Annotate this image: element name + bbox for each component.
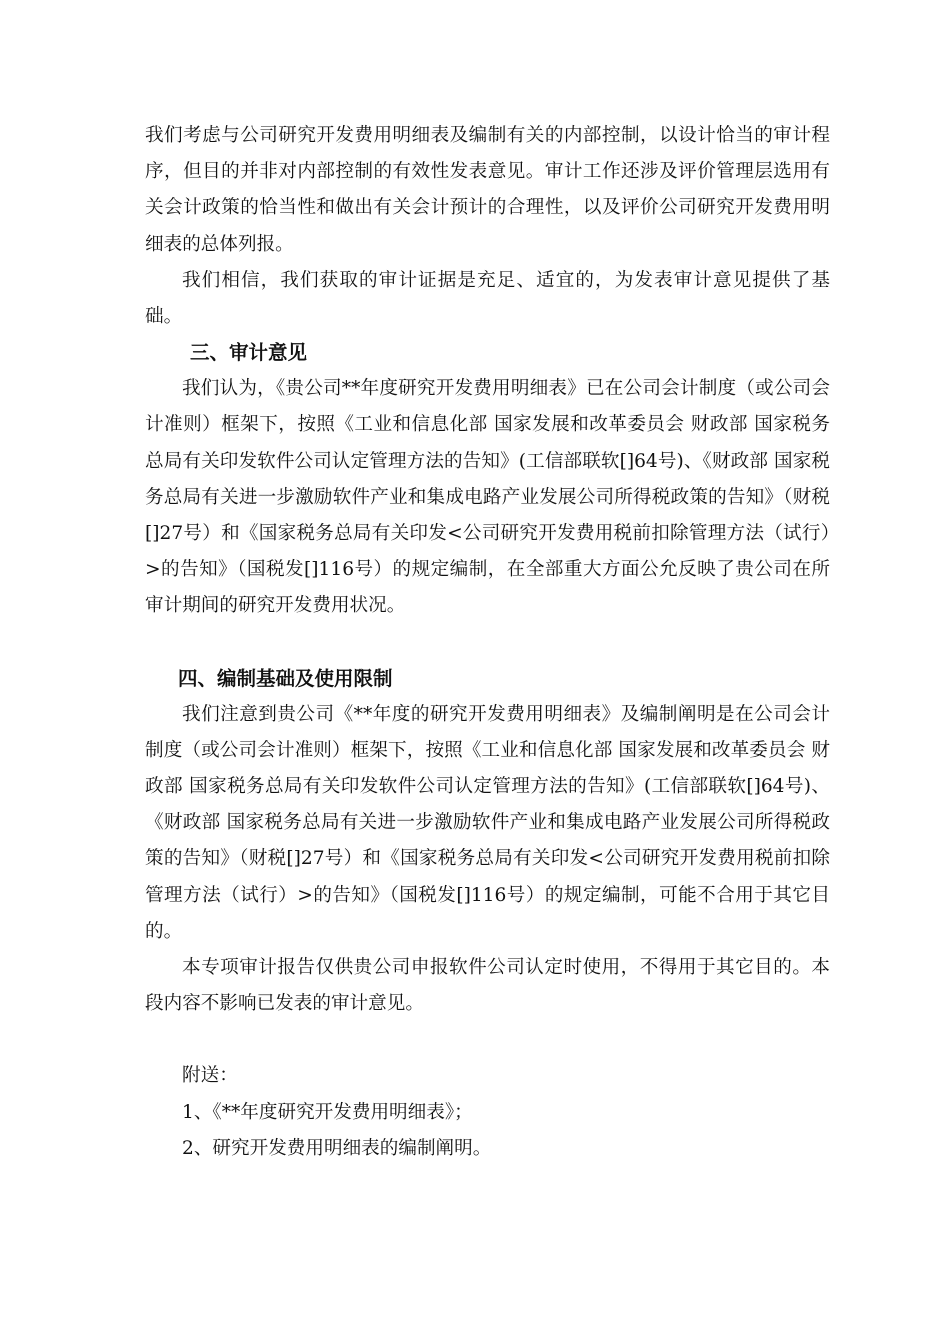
paragraph-internal-control: 我们考虑与公司研究开发费用明细表及编制有关的内部控制，以设计恰当的审计程序，但目的并非对内部控制的有效性发表意见。审计工作还涉及评价管理层选用有关会计政策的恰当性和做出有关会计预计的合理性，以及评价公司研究开发费用明细表的总体列报。 [145, 125, 830, 255]
attachment-item: 1、《**年度研究开发费用明细表》； [182, 1101, 473, 1123]
document-page [145, 118, 830, 1167]
attachments-label: 附送： [182, 1065, 238, 1087]
spacer [145, 1022, 830, 1058]
paragraph-basis-of-preparation: 我们注意到贵公司《**年度的研究开发费用明细表》及编制阐明是在公司会计制度（或公司会计准则）框架下，按照《工业和信息化部 国家发展和改革委员会 财政部 国家税务总局有关印发软件公司认定管理方法的告知》(工信部联软[]64号)、《财政部 国家税务总局有关进一步激励软件产业和集成电路产业发展公司所得税政策的告知》（财税[]27号）和《国家税务总局有关印发<公司研究开发费用税前扣除管理方法（试行）>的告知》（国税发[]116号）的规定编制，可能不合用于其它目的。 [145, 703, 830, 942]
paragraph-audit-opinion: 我们认为，《贵公司**年度研究开发费用明细表》已在公司会计制度（或公司会计准则）框架下，按照《工业和信息化部 国家发展和改革委员会 财政部 国家税务总局有关印发软件公司认定管理方法的告知》(工信部联软[]64号)、《财政部 国家税务总局有关进一步激励软件产业和集成电路产业发展公司所得税政策的告知》（财税[]27号）和《国家税务总局有关印发<公司研究开发费用税前扣除管理方法（试行）>的告知》（国税发[]116号）的规定编制，在全部重大方面公允反映了贵公司在所审计期间的研究开发费用状况。 [145, 378, 830, 617]
paragraph-evidence: 我们相信，我们获取的审计证据是充足、适宜的，为发表审计意见提供了基础。 [145, 269, 830, 328]
section-heading-audit-opinion: 三、审计意见 [190, 341, 308, 365]
spacer [145, 625, 830, 661]
attachment-item: 2、研究开发费用明细表的编制阐明。 [182, 1137, 492, 1159]
section-heading-basis-restriction: 四、编制基础及使用限制 [178, 666, 393, 690]
paragraph-use-restriction: 本专项审计报告仅供贵公司申报软件公司认定时使用，不得用于其它目的。本段内容不影响已发表的审计意见。 [145, 957, 830, 1015]
